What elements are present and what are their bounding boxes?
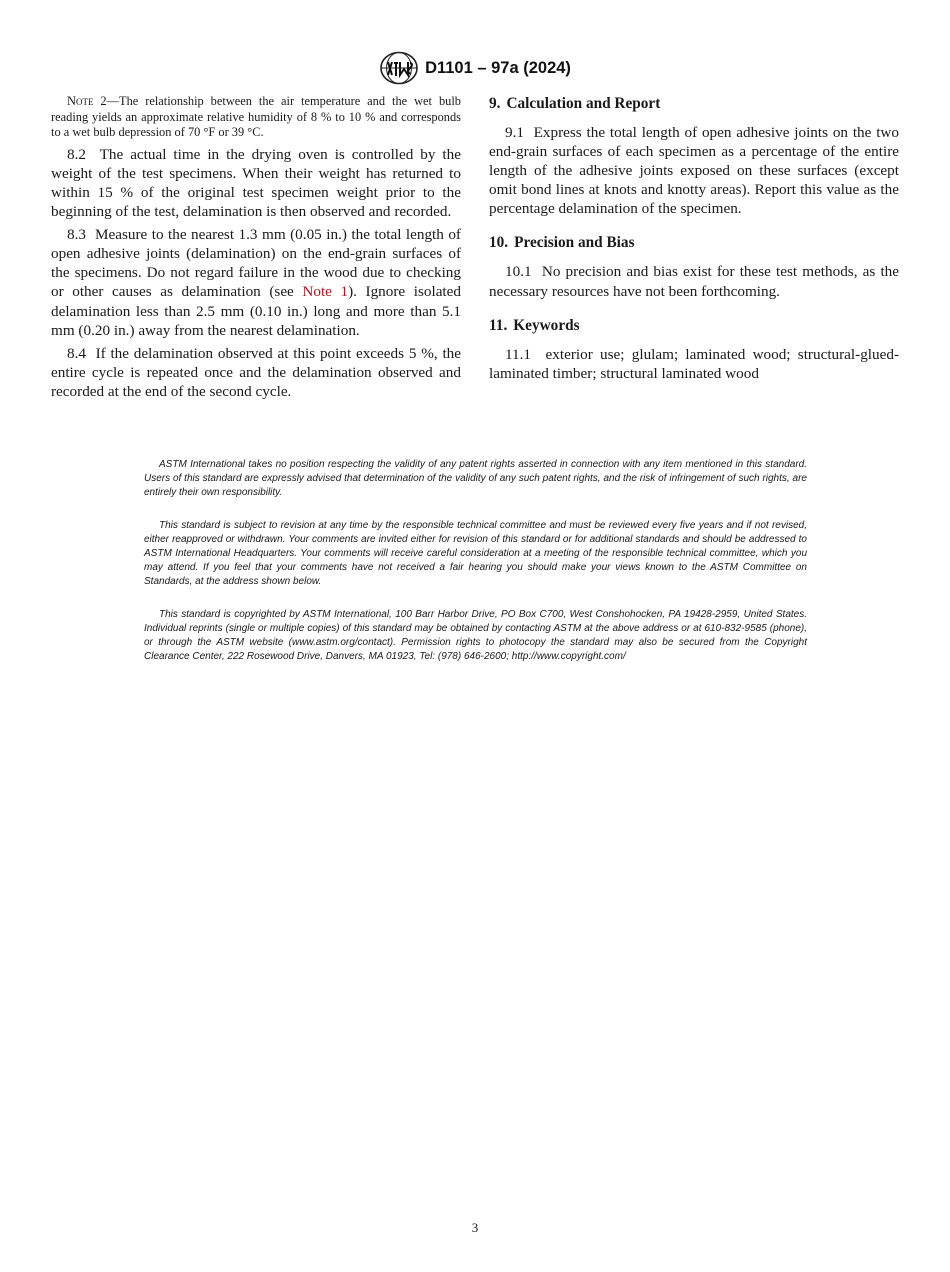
note-label: Note 2 [67,94,107,108]
right-column [489,94,899,387]
page-number: 3 [471,1220,479,1235]
paragraph-number: 8.3 [67,226,86,244]
paragraph-8-4 [51,344,461,401]
paragraph-text-continued: ). Ignore isolated delamination less than 2.5 mm (0.10 in.) long and more than 5.1 mm (0.20 in.) away from the nearest delamination. [51,283,461,339]
section-10-heading [489,233,899,252]
note-2 [51,94,461,141]
section-number: 11. [489,316,508,334]
section-title: Keywords [513,316,580,334]
paragraph-text: The actual time in the drying oven is controlled by the weight of the test specimens. When their weight has returned to within 15 % of the original test specimen weight prior to the beginning of the test, delamination is then observed and recorded. [51,145,461,221]
paragraph-number: 8.4 [67,344,86,362]
revision-notice: This standard is subject to revision at any time by the responsible technical committee and must be reviewed every five years and if not revised, either reapproved or withdrawn. Your comments are invited either for revision of this standard or for additional standards and should be addressed to ASTM International Headquarters. Your comments will receive careful consideration at a meeting of the responsible technical committee, which you may attend. If you feel that your comments have not received a fair hearing you should make your views known to the ASTM Committee on Standards, at the address shown below. [144,520,807,587]
paragraph-text: Express the total length of open adhesive joints on the two end-grain surfaces of each specimen as a percentage of the entire length of the adhesive joints exposed on these surfaces (except omit bond lines at knots and knotty areas). Report this value as the percentage delamination of the specimen. [489,124,899,218]
section-number: 10. [489,234,509,252]
paragraph-11-1 [489,345,899,383]
paragraph-10-1 [489,262,899,300]
section-title: Calculation and Report [506,95,661,112]
paragraph-text: Measure to the nearest 1.3 mm (0.05 in.) the total length of open adhesive joints (delamination) on the end-grain surfaces of the specimens. Do not regard failure in the wood due to checking or other causes as delamination (see [51,226,461,301]
page-header [0,51,950,85]
paragraph-text: If the delamination observed at this point exceeds 5 %, the entire cycle is repeated once and the delamination observed and recorded at the end of the second cycle. [51,344,461,400]
note-text: —The relationship between the air temperature and the wet bulb reading yields an approximate relative humidity of 8 % to 10 % and corresponds to a wet bulb depression of 70 °F or 39 °C. [51,94,461,140]
paragraph-number: 11.1 [505,345,532,363]
disclaimer-block [144,458,807,683]
paragraph-text: exterior use; glulam; laminated wood; structural-glued-laminated timber; structural laminated wood [489,345,900,382]
note-1-link[interactable]: Note 1 [302,283,349,301]
copyright-notice: This standard is copyrighted by ASTM International, 100 Barr Harbor Drive, PO Box C700, West Conshohocken, PA 19428-2959, United States. Individual reprints (single or multiple copies) of this standard may be obtained by contacting ASTM at the above address or at 610-832-9585 (phone), or through the ASTM website (www.astm.org/contact). Permission rights to photocopy the standard may also be secured from the Copyright Clearance Center, 222 Rosewood Drive, Danvers, MA 01923, Tel: (978) 646-2600; http://www.copyright.com/ [144,609,807,662]
astm-logo-icon [379,51,419,85]
paragraph-text: No precision and bias exist for these test methods, as the necessary resources have not been forthcoming. [489,263,899,300]
section-11-heading [489,316,899,335]
patent-disclaimer: ASTM International takes no position respecting the validity of any patent rights asserted in connection with any item mentioned in this standard. Users of this standard are expressly advised that determination of the validity of any such patent rights, and the risk of infringement of such rights, are entirely their own responsibility. [144,459,807,498]
paragraph-8-2 [51,145,461,221]
paragraph-8-3 [51,225,461,340]
paragraph-9-1 [489,123,899,218]
section-9-heading [489,94,899,113]
paragraph-number: 10.1 [505,263,532,281]
section-number: 9. [489,95,501,112]
paragraph-number: 9.1 [505,124,524,141]
left-column [51,94,461,405]
paragraph-number: 8.2 [67,145,86,163]
standard-designation: D1101 – 97a (2024) [425,58,571,77]
section-title: Precision and Bias [514,234,635,252]
